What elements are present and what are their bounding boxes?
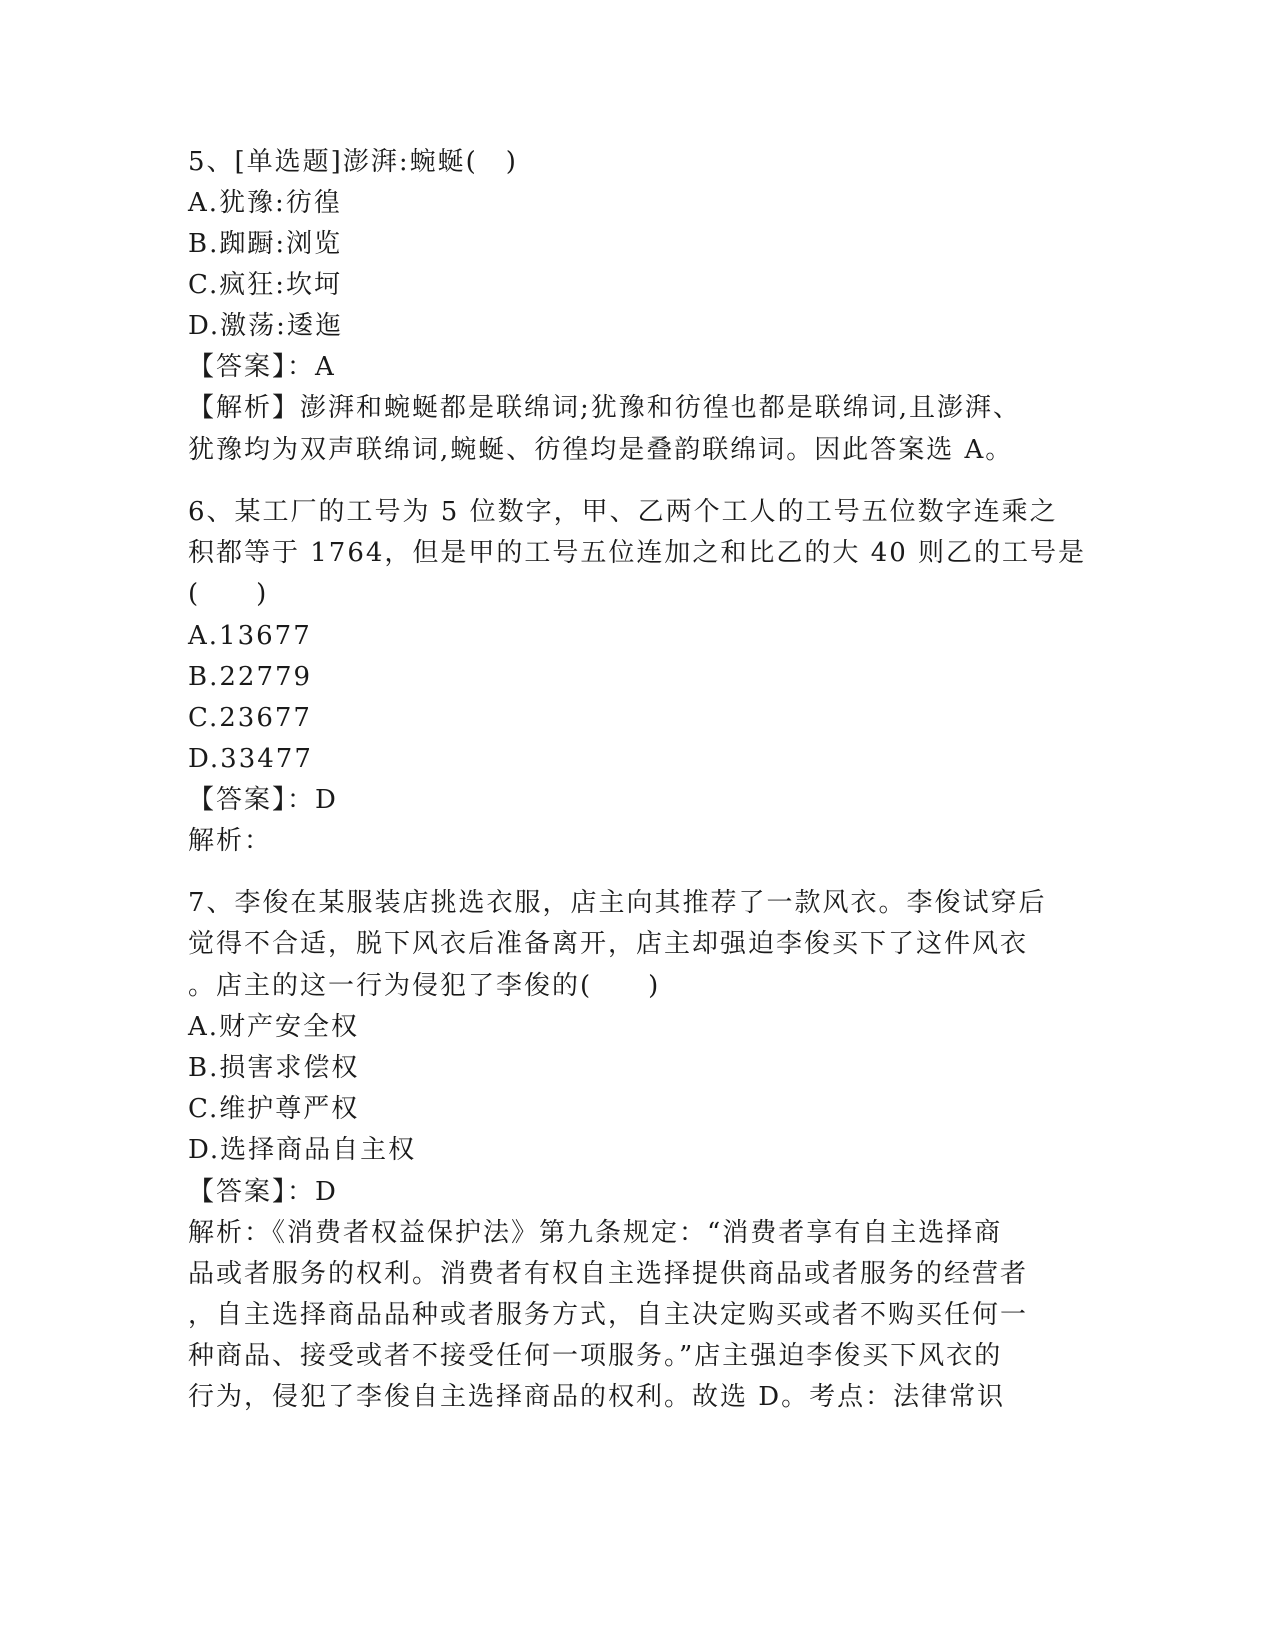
option-b: B.22779 — [188, 662, 313, 692]
option-b: B.损害求偿权 — [188, 1053, 360, 1083]
explanation-line: 【解析】澎湃和蜿蜒都是联绵词;犹豫和彷徨也都是联绵词,且澎湃、 — [188, 393, 1022, 423]
option-d: D.选择商品自主权 — [188, 1135, 417, 1165]
question-text: 5、[单选题]澎湃:蜿蜒( ) — [188, 147, 518, 177]
explanation-line: 解析：《消费者权益保护法》第九条规定：“消费者享有自主选择商 — [188, 1218, 1003, 1248]
question-text: 7、李俊在某服装店挑选衣服，店主向其推荐了一款风衣。李俊试穿后 — [188, 888, 1047, 918]
explanation-line: 解析： — [188, 826, 273, 856]
explanation-line: 行为，侵犯了李俊自主选择商品的权利。故选 D。考点：法律常识 — [188, 1382, 1006, 1412]
question-text: 积都等于 1764，但是甲的工号五位连加之和比乙的大 40 则乙的工号是 — [188, 538, 1087, 568]
explanation-line: 犹豫均为双声联绵词,蜿蜒、彷徨均是叠韵联绵词。因此答案选 A。 — [188, 435, 1014, 465]
question-text: ( ) — [188, 579, 269, 609]
option-c: C.疯狂:坎坷 — [188, 270, 342, 300]
option-d: D.激荡:逶迤 — [188, 311, 343, 341]
question-text: 6、某工厂的工号为 5 位数字，甲、乙两个工人的工号五位数字连乘之 — [188, 497, 1058, 527]
question-text: 。店主的这一行为侵犯了李俊的( ) — [188, 971, 661, 1001]
option-c: C.23677 — [188, 703, 312, 733]
option-a: A.财产安全权 — [188, 1012, 360, 1042]
answer-line: 【答案】：D — [188, 785, 338, 815]
option-b: B.踟蹰:浏览 — [188, 229, 343, 259]
explanation-line: 品或者服务的权利。消费者有权自主选择提供商品或者服务的经营者 — [188, 1259, 1029, 1289]
answer-line: 【答案】：D — [188, 1177, 338, 1207]
answer-line: 【答案】：A — [188, 352, 336, 382]
option-c: C.维护尊严权 — [188, 1094, 360, 1124]
option-d: D.33477 — [188, 744, 313, 774]
option-a: A.13677 — [188, 621, 312, 651]
explanation-line: ，自主选择商品品种或者服务方式，自主决定购买或者不购买任何一 — [188, 1300, 1029, 1330]
question-text: 觉得不合适，脱下风衣后准备离开，店主却强迫李俊买下了这件风衣 — [188, 929, 1029, 959]
explanation-line: 种商品、接受或者不接受任何一项服务。”店主强迫李俊买下风衣的 — [188, 1341, 1003, 1371]
option-a: A.犹豫:彷徨 — [188, 188, 342, 218]
